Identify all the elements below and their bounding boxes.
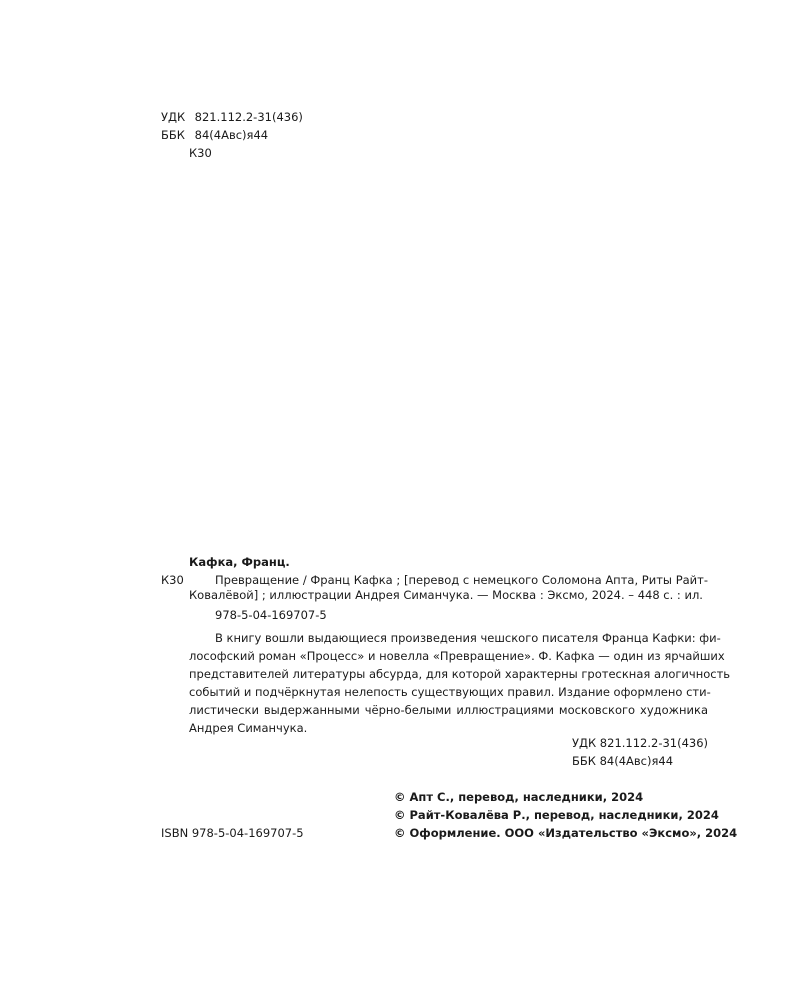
copyright-translation-apt: © Апт С., перевод, наследники, 2024 [394,790,644,804]
bibliographic-description-line-2: Ковалёвой] ; иллюстрации Андрея Симанчука. — Москва : Эксмо, 2024. – 448 с. : ил. [189,588,703,602]
udk-label: УДК [161,110,186,124]
card-isbn: 978-5-04-169707-5 [215,608,327,622]
card-author-mark: К30 [161,573,184,587]
udk-value: 821.112.2-31(436) [194,110,303,124]
bbk-label: ББК [161,128,185,142]
bibliographic-description-line-1: Превращение / Франц Кафка ; [перевод с немецкого Соломона Апта, Риты Райт- [215,573,708,587]
top-udk-line [161,108,303,126]
bottom-udk: УДК 821.112.2-31(436) [572,736,709,750]
annotation-line: событий и подчёркнутая нелепость существующих правил. Издание оформлено сти- [189,685,711,699]
bbk-value: 84(4Авс)я44 [194,128,269,142]
top-bbk-line [161,126,268,144]
annotation-line: Андрея Симанчука. [189,721,308,735]
copyright-design: © Оформление. ООО «Издательство «Эксмо», 2024 [394,826,738,840]
annotation-line: лософский роман «Процесс» и новелла «Превращение». Ф. Кафка — один из ярчайших [189,649,725,663]
isbn-footer: ISBN 978-5-04-169707-5 [161,826,304,840]
top-author-mark: К30 [189,146,212,160]
annotation-line: листически выдержанными чёрно-белыми иллюстрациями московского художника [189,703,708,717]
copyright-translation-rait-kovaleva: © Райт-Ковалёва Р., перевод, наследники, 2024 [394,808,719,822]
author-heading: Кафка, Франц. [189,555,290,569]
annotation-line: представителей литературы абсурда, для которой характерны гротескная алогичность [189,667,731,681]
bottom-bbk: ББК 84(4Авс)я44 [572,754,674,768]
annotation [189,629,731,737]
annotation-line: В книгу вошли выдающиеся произведения чешского писателя Франца Кафки: фи- [215,631,721,645]
